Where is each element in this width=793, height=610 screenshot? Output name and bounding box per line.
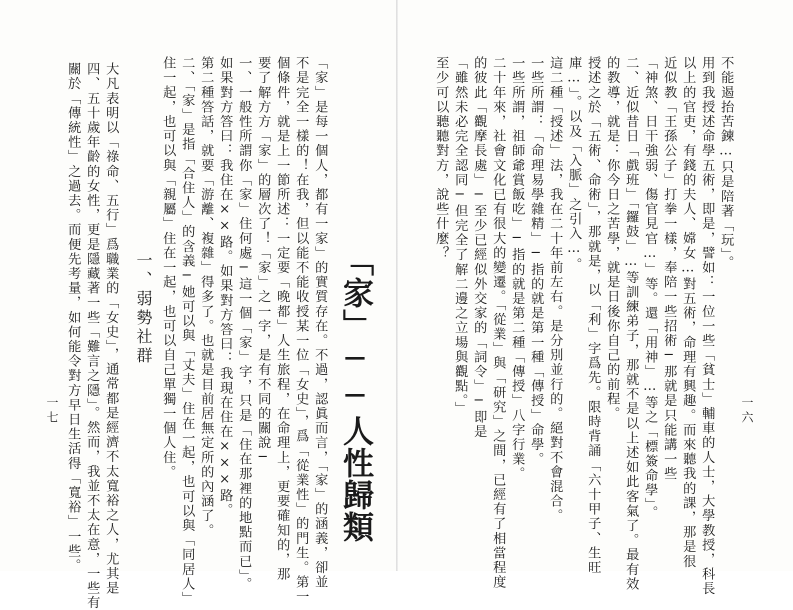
text-column: 一、一般性所謂你「家」住何處─這一個「家」字，只是「住在那裡的地點而已」。 xyxy=(236,56,252,592)
text-column: 的彼此「觀摩長處」─至少已經似外交家的「詞令」─即是 xyxy=(471,56,487,440)
text-column: 「家」是每一個人，都有一家」的實質存在。不過，認眞而言，「家」的涵義，卻並 xyxy=(312,56,328,590)
text-column: 這二種「授述」法，我在二十年前左右。是分別並行的。絕對不會混合。 xyxy=(547,56,563,524)
section-subheading: 一、弱勢社群 xyxy=(134,252,153,366)
text-column: 授述之於「五術、命術」，那就是，以「利」字爲先。限時背誦「六十甲子、生旺 xyxy=(585,56,601,575)
text-column: 二十年來，社會文化已有很大的變遷。「從業」與「研究」之間，已經有了相當程度 xyxy=(490,56,506,590)
text-column: 的教導，就是：你今日之苦學，就是日後你自己的前程。 xyxy=(604,56,620,421)
page-number: 一六 xyxy=(740,396,754,426)
text-column: 「雖然未必完全認同─但完全了解二邊之立場與觀點。」 xyxy=(452,56,468,417)
text-column: 庫…」。以及「入脈」之引入…。 xyxy=(566,56,582,272)
text-column: 四、五十歲年齡的女性，更是隱藏著一些「難言之隱」。然而，我並不太在意，一些有 xyxy=(84,62,100,610)
text-column: 不能遏抬苦鍊…只是陪著「玩」。 xyxy=(718,56,734,271)
text-column: 大凡表明以「祿命、五行」爲職業的「女史」，通常都是經濟不太寬裕之人，尤其是 xyxy=(103,62,119,596)
text-column: 不是完全一樣的！在我，但以能不能收授某一位「女史」，爲「從業性」的門生。第一 xyxy=(293,56,309,605)
text-column: 二、「家」是指「合住人」的含義─她可以與「丈夫」住在一起，也可以與「同居人」 xyxy=(179,56,195,606)
page-number: 一七 xyxy=(45,396,59,426)
text-column: 至少可以聽聽對方，說些什麼？ xyxy=(433,56,449,261)
text-column: 關於「傳統性」之過去。而便先考量，如何能令對方早日生活得「寬裕」一些。 xyxy=(65,62,81,573)
text-column: 一些所謂：「命理易學雜精」─指的就是第一種「傳授」命學。 xyxy=(528,56,544,467)
text-column: 如果對方答曰：我住在××路。如果對方答曰：我現在住在×××路。 xyxy=(217,56,233,518)
text-column: 「神煞、日干強弱、傷官見官…」等。還「用神」…等之「標簽命學」。 xyxy=(642,56,658,521)
text-column: 一些所謂，祖師爺賞飯吃」─指的就是第二種「傳授」八字行業。 xyxy=(509,56,525,482)
text-column: 第二種答話，就要「游離、複雜」得多了。也就是目前居無定所的內涵了。 xyxy=(198,56,214,538)
text-column: 要了解方方「家」的層次了！「家」之一字，是有不同的關說─ xyxy=(255,56,271,467)
text-column: 住一起，也可以與「親屬」住在一起，也可以自己單獨一個人住。 xyxy=(160,56,176,480)
text-column: 近似教「王孫公子」打拳一樣，奉陪一些招術─那就是只能講一些 xyxy=(661,56,677,482)
text-column: 個條件，就是上一節所述：一定要「晚都」人生旅程，在命理上，更要確知的，那 xyxy=(274,56,290,582)
right-page xyxy=(397,0,793,597)
text-column: 二、近似昔日「戲班」「鑼鼓」…等訓練弟子，那就不是以上述如此客氣了。最有效 xyxy=(623,56,639,592)
text-column: 以上的官吏，有錢的夫人、嫦女…對五術，命理有興趣。而來聽我的課，那是很 xyxy=(680,56,696,569)
text-column: 用到我授述命學五術，即是，譬如：一位一些「貧士」輔車的人士，大學教授，科長 xyxy=(699,56,715,597)
left-page xyxy=(0,0,396,610)
chapter-heading: 「家」──人性歸類 xyxy=(337,245,373,543)
